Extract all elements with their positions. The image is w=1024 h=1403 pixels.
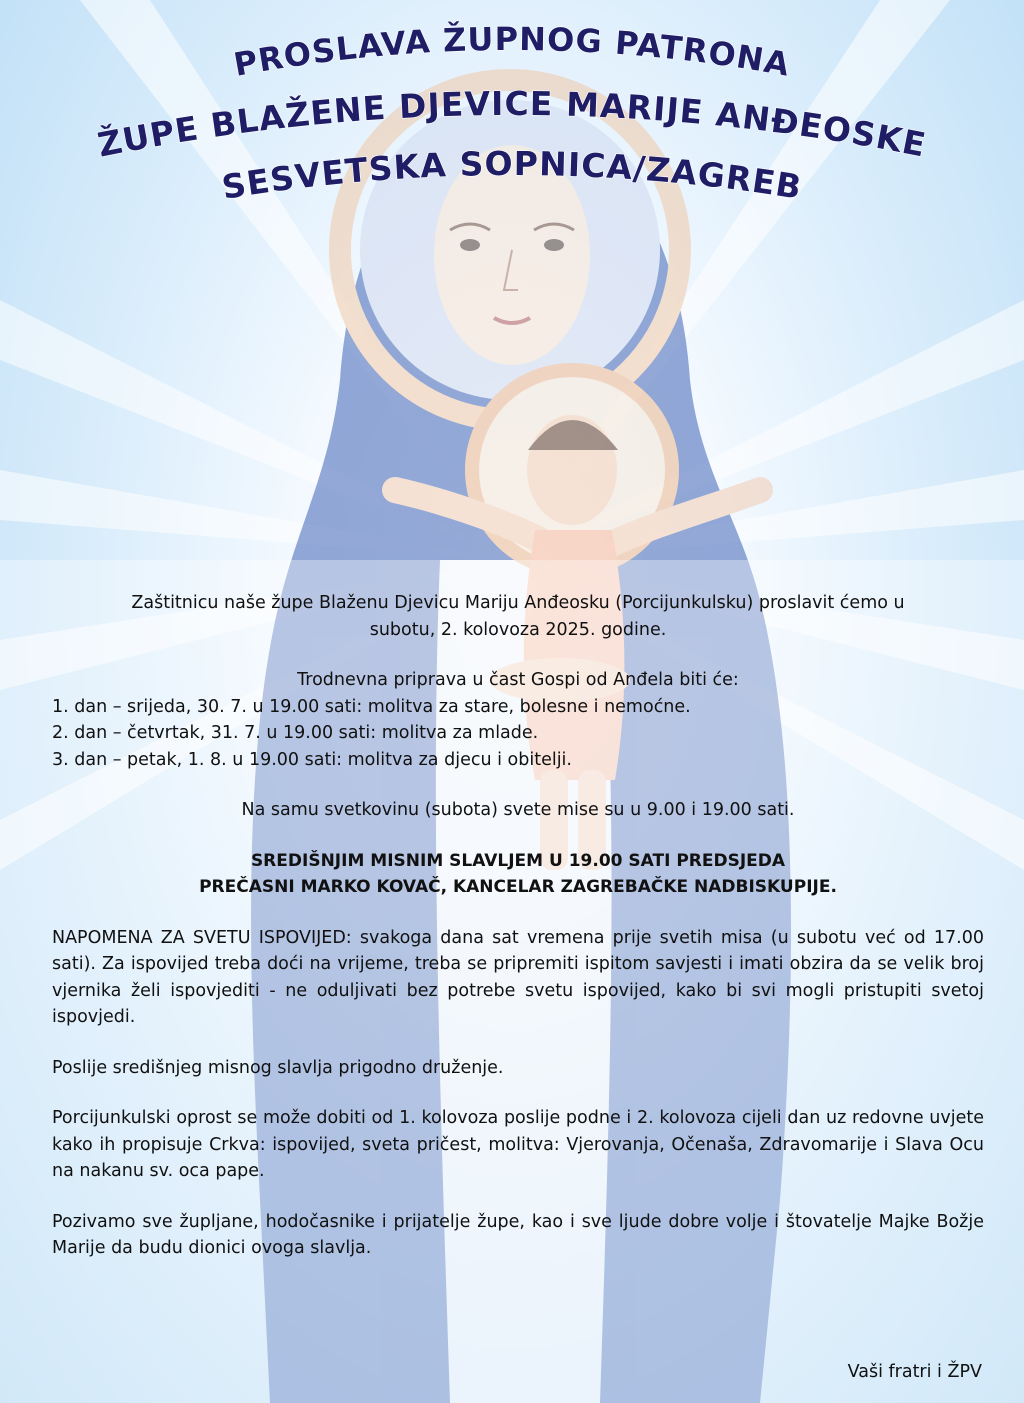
confession-text: svakoga dana sat vremena prije svetih misa (u subotu već od 17.00 sati). Za ispovijed treba doći na vrijeme, treba se pripremiti ispitom savjesti i imati obzira da se velik broj vjernika želi ispovjediti - ne odulјivati bez potrebe svetu ispovijed, kako bi svi mogli pristupiti svetoj ispovjedi. [52, 927, 984, 1027]
title-line-2: ŽUPE BLAŽENE DJEVICE MARIJE ANĐEOSKE [94, 83, 930, 165]
intro-paragraph [52, 590, 984, 643]
celebrant-line-1: SREDIŠNJIM MISNIM SLAVLJEM U 19.00 SATI PREDSJEDA [250, 850, 786, 871]
confession-label: NAPOMENA ZA SVETU ISPOVIJED: [52, 927, 352, 948]
invitation-note: Pozivamo sve župljane, hodočasnike i prijatelje župe, kao i sve ljude dobre volje i štovatelje Majke Božje Marije da budu dionici ovoga slavlja. [52, 1211, 984, 1258]
indulgence-note: Porcijunkulski oprost se može dobiti od 1. kolovoza poslije podne i 2. kolovoza cijeli dan uz redovne uvjete kako ih propisuje Crkva: ispovijed, sveta pričest, molitva: Vjerovanja, Očenaša, Zdravomarije i Slava Ocu na nakanu sv. oca pape. [52, 1108, 984, 1181]
triduum-day: 1. dan – srijeda, 30. 7. u 19.00 sati: molitva za stare, bolesne i nemoćne. [52, 696, 691, 717]
intro-line-2: subotu, 2. kolovoza 2025. godine. [369, 619, 667, 640]
signature: Vaši fratri i ŽPV [847, 1362, 982, 1382]
masses-schedule: Na samu svetkovinu (subota) svete mise su u 9.00 i 19.00 sati. [241, 800, 795, 820]
celebrant-line-2: PREČASNI MARKO KOVAČ, KANCELAR ZAGREBAČKE NADBISKUPIJE. [199, 877, 837, 897]
title-line-3: SESVETSKA SOPNICA/ZAGREB [219, 143, 805, 207]
intro-line-1: Zaštitnicu naše župe Blaženu Djevicu Mariju Anđeosku (Porcijunkulsku) proslavit ćemo u [131, 593, 905, 613]
triduum-day: 3. dan – petak, 1. 8. u 19.00 sati: molitva za djecu i obitelji. [52, 749, 572, 770]
gathering-note: Poslije središnjeg misnog slavlja prigodno druženje. [52, 1057, 504, 1078]
title-line-1: PROSLAVA ŽUPNOG PATRONA [230, 19, 794, 84]
triduum-heading: Trodnevna priprava u čast Gospi od Anđela biti će: [297, 670, 739, 690]
announcement-body [52, 590, 984, 1262]
triduum-day: 2. dan – četvrtak, 31. 7. u 19.00 sati: molitva za mlade. [52, 723, 539, 743]
celebrant-notice [52, 848, 984, 901]
triduum-days [52, 694, 984, 774]
triduum-section [52, 667, 984, 773]
confession-note [52, 925, 984, 1031]
poster-title [0, 0, 1024, 230]
